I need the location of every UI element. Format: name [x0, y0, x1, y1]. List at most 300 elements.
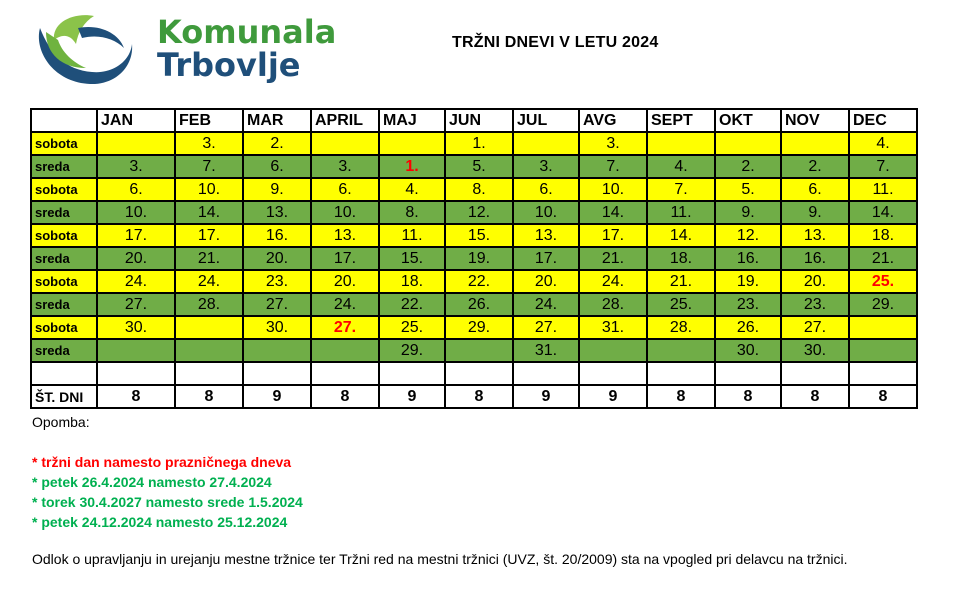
month-header: NOV — [781, 109, 849, 132]
month-header: JUL — [513, 109, 579, 132]
date-value: 7. — [606, 157, 620, 175]
date-value: 4. — [674, 157, 688, 175]
date-cell — [379, 339, 445, 362]
date-value: 13. — [803, 226, 827, 244]
blank-row — [31, 362, 917, 385]
date-cell — [311, 247, 379, 270]
date-cell — [445, 224, 513, 247]
date-cell — [849, 339, 917, 362]
date-cell — [379, 201, 445, 224]
date-cell — [715, 155, 781, 178]
date-value: 31. — [534, 341, 558, 359]
day-label: sreda — [31, 339, 97, 362]
date-cell — [849, 178, 917, 201]
date-cell — [781, 247, 849, 270]
date-value: 23. — [736, 295, 760, 313]
corner-cell — [31, 109, 97, 132]
date-cell — [579, 132, 647, 155]
logo-line1: Komunala — [157, 13, 337, 51]
date-cell — [513, 155, 579, 178]
count-row — [31, 385, 917, 408]
holiday-note: * tržni dan namesto prazničnega dneva — [32, 454, 292, 470]
date-cell — [781, 270, 849, 293]
date-value: 12. — [736, 226, 760, 244]
date-cell — [579, 316, 647, 339]
date-cell — [311, 293, 379, 316]
date-value: 23. — [265, 272, 289, 290]
date-cell — [175, 201, 243, 224]
date-cell — [379, 247, 445, 270]
date-value: 10. — [197, 180, 221, 198]
date-cell — [781, 178, 849, 201]
month-header: SEPT — [647, 109, 715, 132]
count-label: ŠT. DNI — [31, 385, 97, 408]
date-cell — [715, 224, 781, 247]
day-label: sobota — [31, 132, 97, 155]
date-cell — [243, 247, 311, 270]
date-cell — [647, 178, 715, 201]
blank-cell — [243, 362, 311, 385]
date-cell — [849, 224, 917, 247]
date-cell — [243, 201, 311, 224]
date-cell — [97, 293, 175, 316]
month-header: FEB — [175, 109, 243, 132]
date-cell — [849, 132, 917, 155]
date-value: 3. — [202, 134, 216, 152]
date-cell — [849, 316, 917, 339]
date-value: 26. — [736, 318, 760, 336]
date-value: 8. — [405, 203, 419, 221]
date-cell — [781, 201, 849, 224]
date-value: 23. — [803, 295, 827, 313]
date-cell — [97, 270, 175, 293]
date-value: 14. — [601, 203, 625, 221]
date-cell — [243, 224, 311, 247]
count-cell: 9 — [243, 385, 311, 408]
month-header: OKT — [715, 109, 781, 132]
date-value: 25. — [871, 272, 895, 290]
date-cell — [647, 270, 715, 293]
date-value: 2. — [270, 134, 284, 152]
date-cell — [579, 293, 647, 316]
date-cell — [379, 224, 445, 247]
date-cell — [379, 155, 445, 178]
day-label: sobota — [31, 224, 97, 247]
count-cell: 8 — [97, 385, 175, 408]
date-cell — [647, 224, 715, 247]
date-value: 9. — [808, 203, 822, 221]
date-cell — [445, 178, 513, 201]
date-cell — [513, 201, 579, 224]
table-row — [31, 247, 917, 270]
month-header: DEC — [849, 109, 917, 132]
date-cell — [97, 247, 175, 270]
date-cell — [781, 316, 849, 339]
count-cell: 9 — [579, 385, 647, 408]
date-cell — [445, 155, 513, 178]
date-cell — [849, 293, 917, 316]
date-cell — [379, 178, 445, 201]
blank-cell — [513, 362, 579, 385]
date-cell — [579, 339, 647, 362]
date-value: 13. — [265, 203, 289, 221]
date-value: 10. — [534, 203, 558, 221]
green-note: * petek 26.4.2024 namesto 27.4.2024 — [32, 474, 272, 490]
count-cell: 8 — [445, 385, 513, 408]
date-cell — [379, 293, 445, 316]
date-cell — [849, 247, 917, 270]
date-cell — [243, 293, 311, 316]
date-value: 20. — [534, 272, 558, 290]
date-value: 18. — [400, 272, 424, 290]
date-cell — [647, 155, 715, 178]
notes — [32, 412, 303, 532]
date-value: 30. — [265, 318, 289, 336]
date-cell — [311, 201, 379, 224]
date-cell — [311, 224, 379, 247]
date-value: 13. — [534, 226, 558, 244]
komunala-logo — [32, 10, 372, 90]
table-row — [31, 178, 917, 201]
green-note: * petek 24.12.2024 namesto 25.12.2024 — [32, 514, 288, 530]
date-value: 30. — [124, 318, 148, 336]
date-cell — [513, 293, 579, 316]
date-cell — [513, 316, 579, 339]
date-cell — [715, 132, 781, 155]
count-cell: 9 — [379, 385, 445, 408]
date-value: 16. — [265, 226, 289, 244]
date-value: 29. — [400, 341, 424, 359]
date-value: 5. — [741, 180, 755, 198]
date-cell — [445, 132, 513, 155]
green-note: * torek 30.4.2027 namesto srede 1.5.2024 — [32, 494, 303, 510]
blank-cell — [445, 362, 513, 385]
date-cell — [579, 224, 647, 247]
month-header: APRIL — [311, 109, 379, 132]
date-value: 21. — [871, 249, 895, 267]
date-value: 21. — [197, 249, 221, 267]
date-value: 15. — [400, 249, 424, 267]
blank-cell — [97, 362, 175, 385]
date-value: 3. — [338, 157, 352, 175]
date-cell — [311, 316, 379, 339]
date-value: 31. — [601, 318, 625, 336]
count-cell: 8 — [715, 385, 781, 408]
date-value: 14. — [197, 203, 221, 221]
date-value: 19. — [467, 249, 491, 267]
leaf-logo-icon — [32, 10, 142, 90]
date-cell — [513, 339, 579, 362]
date-cell — [311, 132, 379, 155]
date-cell — [311, 339, 379, 362]
date-cell — [579, 155, 647, 178]
blank-cell — [311, 362, 379, 385]
date-cell — [715, 178, 781, 201]
table-row — [31, 201, 917, 224]
date-value: 14. — [669, 226, 693, 244]
date-cell — [715, 270, 781, 293]
page-title: TRŽNI DNEVI V LETU 2024 — [452, 34, 659, 51]
date-cell — [311, 270, 379, 293]
date-cell — [445, 270, 513, 293]
date-value: 27. — [534, 318, 558, 336]
date-value: 25. — [669, 295, 693, 313]
date-cell — [175, 293, 243, 316]
date-cell — [311, 178, 379, 201]
month-header: MAR — [243, 109, 311, 132]
date-value: 24. — [534, 295, 558, 313]
date-cell — [715, 293, 781, 316]
date-value: 17. — [197, 226, 221, 244]
date-value: 4. — [405, 180, 419, 198]
date-value: 10. — [601, 180, 625, 198]
date-cell — [579, 201, 647, 224]
date-cell — [445, 293, 513, 316]
date-cell — [781, 155, 849, 178]
date-cell — [243, 155, 311, 178]
blank-cell — [175, 362, 243, 385]
date-value: 10. — [333, 203, 357, 221]
date-cell — [243, 178, 311, 201]
date-cell — [175, 132, 243, 155]
date-value: 11. — [401, 226, 423, 244]
date-cell — [513, 132, 579, 155]
date-value: 3. — [129, 157, 143, 175]
date-cell — [781, 132, 849, 155]
date-value: 8. — [472, 180, 486, 198]
date-value: 29. — [871, 295, 895, 313]
blank-cell — [715, 362, 781, 385]
logo-line2: Trbovlje — [157, 46, 301, 84]
date-value: 19. — [736, 272, 760, 290]
notes-heading: Opomba: — [32, 414, 90, 430]
date-value: 25. — [400, 318, 424, 336]
month-header-row — [31, 109, 917, 132]
date-value: 24. — [333, 295, 357, 313]
date-cell — [715, 201, 781, 224]
logo-text — [157, 13, 337, 84]
date-cell — [647, 247, 715, 270]
month-header: MAJ — [379, 109, 445, 132]
count-cell: 8 — [849, 385, 917, 408]
table-row — [31, 339, 917, 362]
date-cell — [513, 178, 579, 201]
date-value: 18. — [669, 249, 693, 267]
date-cell — [243, 270, 311, 293]
date-cell — [97, 155, 175, 178]
date-cell — [513, 270, 579, 293]
date-value: 16. — [803, 249, 827, 267]
date-value: 20. — [803, 272, 827, 290]
date-value: 16. — [736, 249, 760, 267]
date-value: 13. — [333, 226, 357, 244]
date-value: 14. — [871, 203, 895, 221]
date-value: 1. — [405, 157, 419, 175]
date-cell — [97, 224, 175, 247]
count-cell: 8 — [175, 385, 243, 408]
date-cell — [849, 155, 917, 178]
blank-cell — [379, 362, 445, 385]
date-value: 27. — [265, 295, 289, 313]
date-value: 28. — [197, 295, 221, 313]
date-cell — [97, 201, 175, 224]
table-row — [31, 270, 917, 293]
date-value: 6. — [129, 180, 143, 198]
table-row — [31, 155, 917, 178]
date-cell — [849, 270, 917, 293]
day-label: sobota — [31, 316, 97, 339]
date-cell — [781, 339, 849, 362]
date-cell — [781, 293, 849, 316]
date-value: 18. — [871, 226, 895, 244]
date-cell — [849, 201, 917, 224]
day-label: sobota — [31, 178, 97, 201]
date-value: 24. — [124, 272, 148, 290]
date-cell — [445, 339, 513, 362]
date-cell — [97, 132, 175, 155]
day-label: sobota — [31, 270, 97, 293]
date-cell — [647, 293, 715, 316]
date-value: 30. — [803, 341, 827, 359]
date-value: 24. — [601, 272, 625, 290]
day-label: sreda — [31, 155, 97, 178]
date-value: 24. — [197, 272, 221, 290]
date-cell — [579, 270, 647, 293]
count-cell: 8 — [311, 385, 379, 408]
month-header: AVG — [579, 109, 647, 132]
date-cell — [445, 316, 513, 339]
date-value: 6. — [270, 157, 284, 175]
date-value: 6. — [808, 180, 822, 198]
date-value: 26. — [467, 295, 491, 313]
date-cell — [647, 132, 715, 155]
date-cell — [175, 178, 243, 201]
blank-cell — [31, 362, 97, 385]
date-cell — [243, 132, 311, 155]
date-cell — [175, 224, 243, 247]
date-cell — [175, 155, 243, 178]
date-cell — [97, 316, 175, 339]
table-body — [31, 132, 917, 408]
blank-cell — [579, 362, 647, 385]
count-cell: 8 — [781, 385, 849, 408]
date-cell — [715, 339, 781, 362]
blank-cell — [849, 362, 917, 385]
date-cell — [445, 201, 513, 224]
date-value: 27. — [124, 295, 148, 313]
date-value: 7. — [674, 180, 688, 198]
date-value: 11. — [872, 180, 894, 198]
date-value: 28. — [601, 295, 625, 313]
date-cell — [445, 247, 513, 270]
date-cell — [175, 316, 243, 339]
date-value: 11. — [670, 203, 692, 221]
table-row — [31, 132, 917, 155]
date-value: 6. — [338, 180, 352, 198]
date-value: 2. — [808, 157, 822, 175]
date-cell — [379, 270, 445, 293]
day-label: sreda — [31, 293, 97, 316]
date-value: 30. — [736, 341, 760, 359]
date-value: 17. — [534, 249, 558, 267]
date-value: 3. — [606, 134, 620, 152]
date-value: 3. — [539, 157, 553, 175]
count-cell: 9 — [513, 385, 579, 408]
date-cell — [97, 339, 175, 362]
date-cell — [579, 247, 647, 270]
date-value: 5. — [472, 157, 486, 175]
date-value: 4. — [876, 134, 890, 152]
date-value: 27. — [333, 318, 357, 336]
date-value: 17. — [124, 226, 148, 244]
blank-cell — [781, 362, 849, 385]
date-cell — [243, 339, 311, 362]
month-header: JAN — [97, 109, 175, 132]
date-value: 20. — [124, 249, 148, 267]
date-value: 2. — [741, 157, 755, 175]
date-value: 27. — [803, 318, 827, 336]
date-value: 15. — [467, 226, 491, 244]
date-cell — [513, 247, 579, 270]
blank-cell — [647, 362, 715, 385]
day-label: sreda — [31, 201, 97, 224]
date-value: 6. — [539, 180, 553, 198]
date-cell — [175, 270, 243, 293]
date-value: 9. — [741, 203, 755, 221]
market-days-table — [30, 108, 918, 409]
date-value: 9. — [270, 180, 284, 198]
date-cell — [243, 316, 311, 339]
date-cell — [311, 155, 379, 178]
date-value: 21. — [601, 249, 625, 267]
date-value: 22. — [467, 272, 491, 290]
date-value: 17. — [333, 249, 357, 267]
date-cell — [379, 132, 445, 155]
date-cell — [781, 224, 849, 247]
table-row — [31, 224, 917, 247]
count-cell: 8 — [647, 385, 715, 408]
date-value: 29. — [467, 318, 491, 336]
date-cell — [379, 316, 445, 339]
date-value: 1. — [472, 134, 486, 152]
date-value: 10. — [124, 203, 148, 221]
date-cell — [647, 339, 715, 362]
footer-text: Odlok o upravljanju in urejanju mestne tržnice ter Tržni red na mestni tržnici (UVZ, št. 20/2009) sta na vpogled pri delavcu na tržnici. — [32, 551, 848, 567]
date-cell — [579, 178, 647, 201]
date-cell — [715, 247, 781, 270]
date-cell — [647, 201, 715, 224]
day-label: sreda — [31, 247, 97, 270]
table-row — [31, 293, 917, 316]
date-value: 22. — [400, 295, 424, 313]
date-cell — [175, 247, 243, 270]
date-cell — [175, 339, 243, 362]
date-value: 7. — [876, 157, 890, 175]
table-row — [31, 316, 917, 339]
month-header: JUN — [445, 109, 513, 132]
date-value: 12. — [467, 203, 491, 221]
date-value: 21. — [669, 272, 693, 290]
date-value: 17. — [601, 226, 625, 244]
date-value: 7. — [202, 157, 216, 175]
date-value: 20. — [333, 272, 357, 290]
date-cell — [647, 316, 715, 339]
date-cell — [715, 316, 781, 339]
date-value: 20. — [265, 249, 289, 267]
date-cell — [97, 178, 175, 201]
date-value: 28. — [669, 318, 693, 336]
date-cell — [513, 224, 579, 247]
